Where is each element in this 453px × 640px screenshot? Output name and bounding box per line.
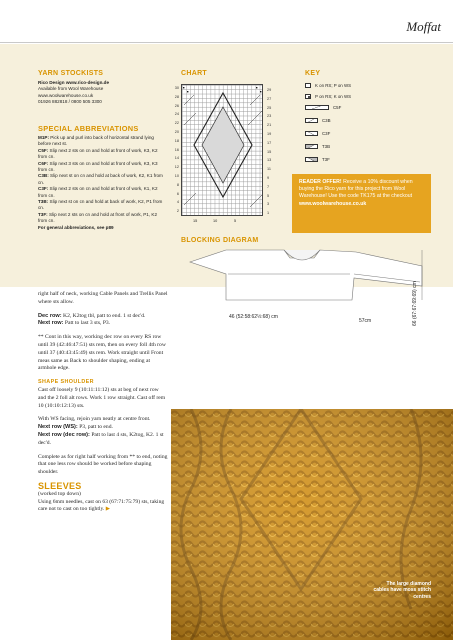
sleeve-measurement: 57cm: [359, 318, 372, 324]
stockist-line: Available from Wool Warehouse: [38, 86, 104, 92]
chart-key-section: [305, 70, 417, 162]
chart-row-number: 15: [267, 149, 272, 154]
chart-row-number: 8: [176, 182, 179, 187]
stockist-line: Rico Design www.rico-design.de: [38, 80, 110, 85]
chart-row-number: 21: [267, 123, 272, 128]
chart-row-number: 26: [174, 103, 179, 108]
chart-row-number: 6: [176, 191, 179, 196]
key-t3f-icon: [305, 157, 318, 162]
chart-row-number: 4: [176, 200, 179, 205]
sweater-blocking-diagram: [186, 244, 426, 304]
chart-col-number: 10: [213, 219, 218, 223]
key-empty-square-icon: [305, 83, 311, 88]
key-dot-square-icon: [305, 94, 311, 99]
chart-row-number: 17: [267, 140, 272, 145]
abbreviation-item: C5F: Slip next 2 sts on cn and hold at front of work, K3, K2 from cn.: [38, 147, 158, 160]
instruction-paragraph: With WS facing, rejoin yarn neatly at centre front. Next row (WS): P3, patt to end. Next row (dec row): Patt to last 4 sts, K2tog, K2. 1 st dec'd.: [38, 416, 164, 446]
instruction-paragraph: Cast off loosely 9 (10:11:11:12) sts at beg of next row and the 2 foll alt rows. Work 1 row straight. Cast off rem 10 (10:10:12:13) sts.: [38, 386, 166, 409]
chart-row-number: 13: [267, 158, 272, 163]
chart-row-number: 9: [267, 176, 270, 180]
key-item: C5F: [305, 105, 341, 110]
sleeves-subheading: (worked top down): [38, 490, 81, 497]
abbreviation-item: C6F: Slip next 3 sts on cn and hold at front of work, K3, K3 from cn.: [38, 160, 158, 173]
instruction-paragraph: ** Cont in this way, working dec row on every RS row until 39 (42:46:47:51) sts rem, then on every foll 4th row until 37 (40:43:45:49) sts rem. Work straight until Front meas same as Back to shoulder shaping, ending at armhole edge.: [38, 334, 166, 372]
stockist-phone: 01926 882818 / 0800 505 3300: [38, 99, 102, 105]
chart-row-number: 2: [176, 209, 179, 214]
special-abbreviations-section: [38, 124, 166, 231]
abbreviations-footer: For general abbreviations, see p89: [38, 224, 114, 230]
stockists-lines: [38, 80, 158, 106]
chart-heading: CHART: [181, 70, 207, 77]
chart-row-number: 24: [174, 112, 179, 117]
knitted-sweater-photo: [171, 409, 453, 640]
abbreviation-item: T3B: Slip next st on cn and hold at back of work, K2, P1 from cn.: [38, 199, 163, 211]
yarn-stockists-section: [38, 70, 158, 106]
stockist-link[interactable]: www.woolwarehouse.co.uk: [38, 92, 94, 98]
chart-row-number: 7: [267, 184, 270, 189]
offer-link[interactable]: www.woolwarehouse.co.uk: [299, 200, 367, 207]
chart-row-number: 23: [267, 114, 272, 119]
key-item: T3B: [305, 144, 330, 149]
instruction-paragraph: Using 6mm needles, cast on 63 (67:71:75:79) sts, taking care not to cast on too tightly. ▶: [38, 498, 165, 513]
key-c5f-icon: [305, 105, 329, 110]
chart-section: [174, 70, 272, 223]
pattern-instructions: [38, 291, 168, 520]
page-title: Moffat: [406, 19, 441, 34]
abbreviation-item: C3B: Slip next st on cn and hold at back of work, K2, K1 from cn.: [38, 173, 163, 185]
abbreviation-item: C3F: Slip next 2 sts on cn and hold at front of work, K1, K2 from cn.: [38, 186, 158, 198]
abbreviation-item: M1P: Pick up and purl into back of horizontal strand lying before next st.: [38, 135, 154, 147]
key-item: K on RS; P on WS: [305, 83, 351, 88]
chart-cable-pattern: [182, 85, 264, 217]
chart-row-number: 14: [174, 156, 179, 161]
key-item: C3B: [305, 118, 331, 123]
abbreviation-item: T3F: Slip next 2 sts on cn and hold at front of work, P1, K2 from cn.: [38, 211, 157, 224]
sleeves-heading: SLEEVES: [38, 480, 82, 491]
shape-shoulder-heading: SHAPE SHOULDER: [38, 379, 94, 386]
key-t3b-icon: [305, 144, 318, 149]
chart-right-row-numbers: [267, 84, 277, 216]
blocking-heading: BLOCKING DIAGRAM: [181, 237, 259, 244]
knitting-chart-grid: [181, 84, 263, 216]
chart-row-number: 29: [267, 88, 272, 92]
chart-row-number: 28: [174, 94, 179, 99]
chart-row-number: 27: [267, 96, 272, 101]
chart-row-number: 10: [174, 174, 179, 178]
instruction-paragraph: right half of neck, working Cable Panels and Trellis Panel where sts allow.: [38, 291, 168, 305]
key-item: C3F: [305, 131, 330, 136]
chart-row-number: 12: [174, 165, 179, 170]
offer-text: Receive a 10% discount when buying the Rico yarn for this project from Wool Warehouse! Use the code TK175 at the checkout: [299, 179, 413, 200]
chart-col-number: 5: [234, 219, 237, 223]
chart-row-number: 22: [174, 121, 179, 126]
chest-measurement: 46 (52:58:62½:68) cm: [229, 314, 278, 320]
instruction-paragraph: Dec row: K2, K2tog tbl, patt to end. 1 st dec'd. Next row: Patt to last 3 sts, P3.: [38, 312, 146, 327]
key-c3f-icon: [305, 131, 318, 136]
chart-row-number: 19: [267, 132, 272, 136]
top-divider: [0, 42, 453, 43]
chart-left-row-numbers: [169, 84, 179, 216]
chart-row-number: 5: [267, 193, 270, 198]
chart-dots: [183, 87, 261, 92]
chart-row-number: 1: [267, 211, 270, 216]
chart-row-number: 3: [267, 202, 270, 207]
chart-row-number: 25: [267, 105, 272, 110]
offer-title: READER OFFER!: [299, 179, 342, 185]
chart-row-number: 18: [174, 138, 179, 143]
chart-row-number: 20: [174, 130, 179, 134]
key-item: P on RS; K on WS: [305, 94, 351, 99]
instruction-paragraph: Complete as for right half working from ** to end, noting that one less row should be worked before shaping shoulder.: [38, 453, 168, 476]
key-c3b-icon: [305, 118, 318, 123]
key-heading: KEY: [305, 70, 321, 77]
abbreviations-heading: SPECIAL ABBREVIATIONS: [38, 124, 139, 133]
chart-row-number: 16: [174, 147, 179, 152]
reader-offer-box: [292, 174, 431, 233]
blocking-diagram-section: [181, 237, 259, 244]
chart-row-number: 11: [267, 167, 271, 172]
continue-arrow-icon: ▶: [105, 506, 110, 513]
chart-col-number: 15: [193, 219, 198, 223]
stockists-heading: YARN STOCKISTS: [38, 70, 104, 77]
chart-row-number: 30: [174, 86, 179, 90]
photo-caption: The large diamond cables have moss stitch centres: [373, 580, 431, 600]
cable-knit-texture: [171, 409, 453, 640]
key-item: T3F: [305, 157, 330, 162]
length-measurement: 66 (67:67:69:69) cm: [412, 281, 418, 326]
abbreviation-list: [38, 135, 166, 231]
